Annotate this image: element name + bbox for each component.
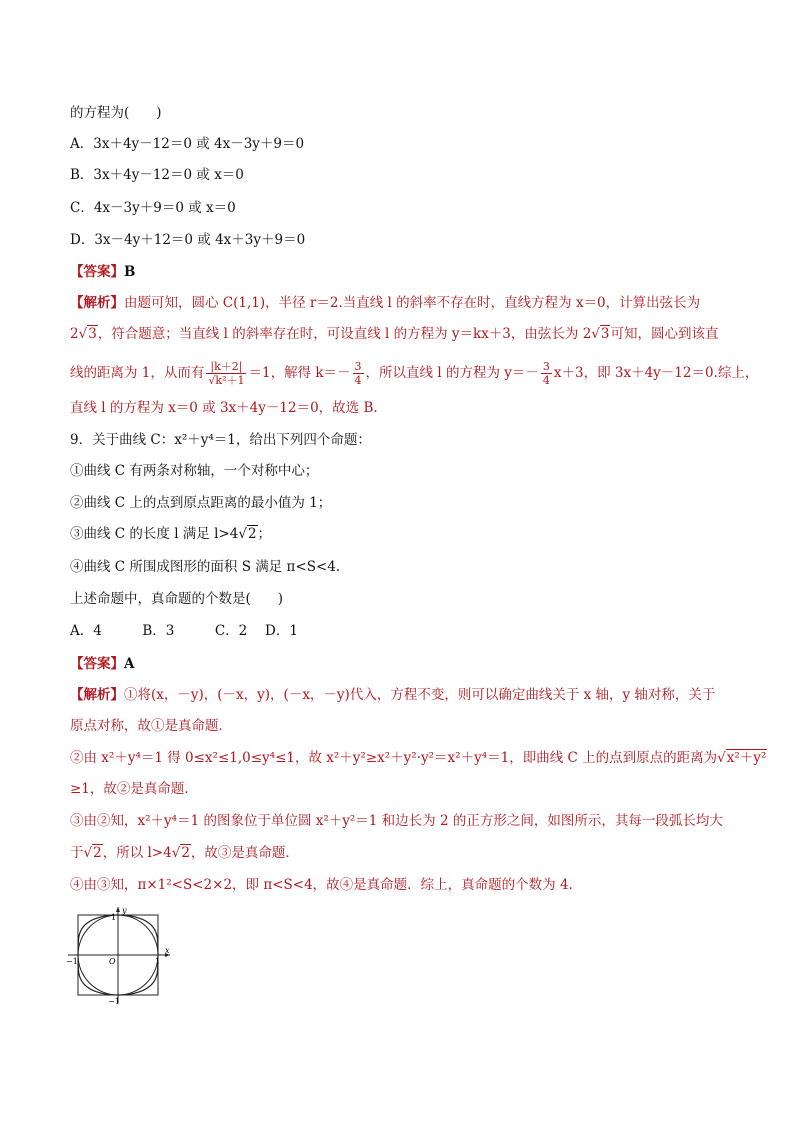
q9-analysis-line-1: [70, 685, 715, 705]
text: ，故③是真命题．: [190, 845, 299, 861]
q9-analysis-line-5: ③由②知，x²＋y⁴＝1 的图象位于单位圆 x²＋y²＝1 和边长为 2 的正方形之间，如图所示，其每一段弧长均大: [70, 813, 723, 829]
analysis-tag: 【解析】: [70, 295, 124, 311]
q9-proposition-3: [70, 524, 271, 544]
sqrt: √3: [591, 326, 610, 342]
q9-proposition-2: ②曲线 C 上的点到原点距离的最小值为 1；: [70, 495, 332, 511]
fraction: [541, 360, 552, 387]
text: 可知，圆心到该直: [610, 326, 719, 342]
tick-left: −1: [66, 957, 78, 966]
q8-analysis-line-4: 直线 l 的方程为 x＝0 或 3x＋4y－12＝0，故选 B.: [70, 400, 378, 416]
q8-answer: [70, 262, 135, 282]
text: 于: [70, 845, 84, 861]
sqrt-arg: 2: [181, 845, 190, 861]
numerator: 3: [354, 360, 362, 373]
q9-proposition-1: ①曲线 C 有两条对称轴，一个对称中心；: [70, 463, 319, 479]
sqrt-arg: x²＋y²: [726, 750, 767, 766]
denominator: 4: [542, 374, 550, 387]
q8-option-c: C．4x－3y＋9＝0 或 x＝0: [70, 200, 236, 216]
tick-right: 1: [155, 957, 161, 966]
analysis-text: ①将(x，－y)，(－x，y)，(－x，－y)代入，方程不变，则可以确定曲线关于 x 轴，y 轴对称，关于: [124, 687, 716, 703]
answer-tag: 【答案】: [70, 656, 124, 672]
text: ；: [257, 526, 272, 542]
q9-answer: [70, 654, 134, 674]
q8-option-d: D．3x－4y＋12＝0 或 4x＋3y＋9＝0: [70, 232, 306, 248]
text: ③曲线 C 的长度 l 满足 l>4: [70, 526, 239, 542]
sqrt-arg: 3: [600, 326, 610, 342]
curve-figure: [66, 905, 176, 1005]
sqrt: √2: [83, 845, 102, 861]
q9-options: A．4 B．3 C．2 D．1: [70, 623, 298, 639]
tick-top: 1: [111, 913, 117, 922]
sqrt-arg: 3: [88, 326, 97, 342]
q9-stem: 9．关于曲线 C：x²＋y⁴＝1，给出下列四个命题：: [70, 432, 371, 448]
label-y: y: [122, 906, 127, 915]
text: 线的距离为 1，从而有: [70, 365, 205, 381]
text: 2: [70, 326, 79, 342]
denominator: √k²＋1: [208, 374, 245, 387]
answer-tag: 【答案】: [70, 264, 124, 280]
q8-analysis-line-1: [70, 293, 700, 313]
q8-option-b: B．3x＋4y－12＝0 或 x＝0: [70, 167, 244, 183]
y-axis-arrow: [116, 907, 120, 912]
q9-analysis-line-3: [70, 748, 767, 768]
q9-analysis-line-7: ④由③知，π×1²<S<2×2，即 π<S<4，故④是真命题．综上，真命题的个数为 4.: [70, 877, 573, 893]
label-origin: O: [109, 957, 116, 966]
numerator: |k＋2|: [206, 360, 246, 374]
answer-value: B: [124, 264, 136, 280]
sqrt: √3: [78, 326, 97, 342]
text: ，符合题意；当直线 l 的斜率存在时，可设直线 l 的方程为 y＝kx＋3，由弦长为 2: [97, 326, 592, 342]
text: ，所以 l>4: [102, 845, 172, 861]
numerator: 3: [542, 360, 550, 373]
q9-analysis-line-2: 原点对称，故①是真命题．: [70, 718, 232, 734]
text: ②由 x²＋y⁴＝1 得 0≤x²≤1,0≤y⁴≤1，故 x²＋y²≥x²＋y²·y²＝x²＋y⁴＝1，即曲线 C 上的点到原点的距离为: [70, 750, 718, 766]
q8-analysis-line-3: [70, 360, 758, 387]
fraction: [206, 360, 246, 387]
sqrt: √2: [171, 845, 190, 861]
sqrt: √x²＋y²: [717, 750, 767, 766]
q9-analysis-line-4: ≥1，故②是真命题．: [70, 781, 198, 797]
sqrt: √2: [238, 526, 257, 542]
text: ＝1，解得 k＝－: [248, 365, 351, 381]
answer-value: A: [124, 656, 135, 672]
analysis-text: 由题可知，圆心 C(1,1)，半径 r＝2.当直线 l 的斜率不存在时，直线方程为 x＝0，计算出弦长为: [124, 295, 701, 311]
fraction: [353, 360, 364, 387]
sqrt-arg: 2: [93, 845, 102, 861]
analysis-tag: 【解析】: [70, 687, 124, 703]
text: x＋3，即 3x＋4y－12＝0.综上，: [553, 365, 759, 381]
text: ，所以直线 l 的方程为 y＝－: [365, 365, 539, 381]
sqrt-arg: 2: [247, 526, 257, 542]
q9-proposition-4: ④曲线 C 所围成图形的面积 S 满足 π<S<4.: [70, 559, 341, 575]
tick-bottom: −1: [108, 997, 120, 1005]
q8-stem-tail: 的方程为( ): [70, 105, 162, 121]
q9-question: 上述命题中，真命题的个数是( ): [70, 591, 284, 607]
denominator: 4: [354, 374, 362, 387]
q9-analysis-line-6: [70, 843, 299, 863]
q8-analysis-line-2: [70, 324, 718, 344]
label-x: x: [165, 946, 170, 955]
q8-option-a: A．3x＋4y－12＝0 或 4x－3y＋9＝0: [70, 136, 305, 152]
